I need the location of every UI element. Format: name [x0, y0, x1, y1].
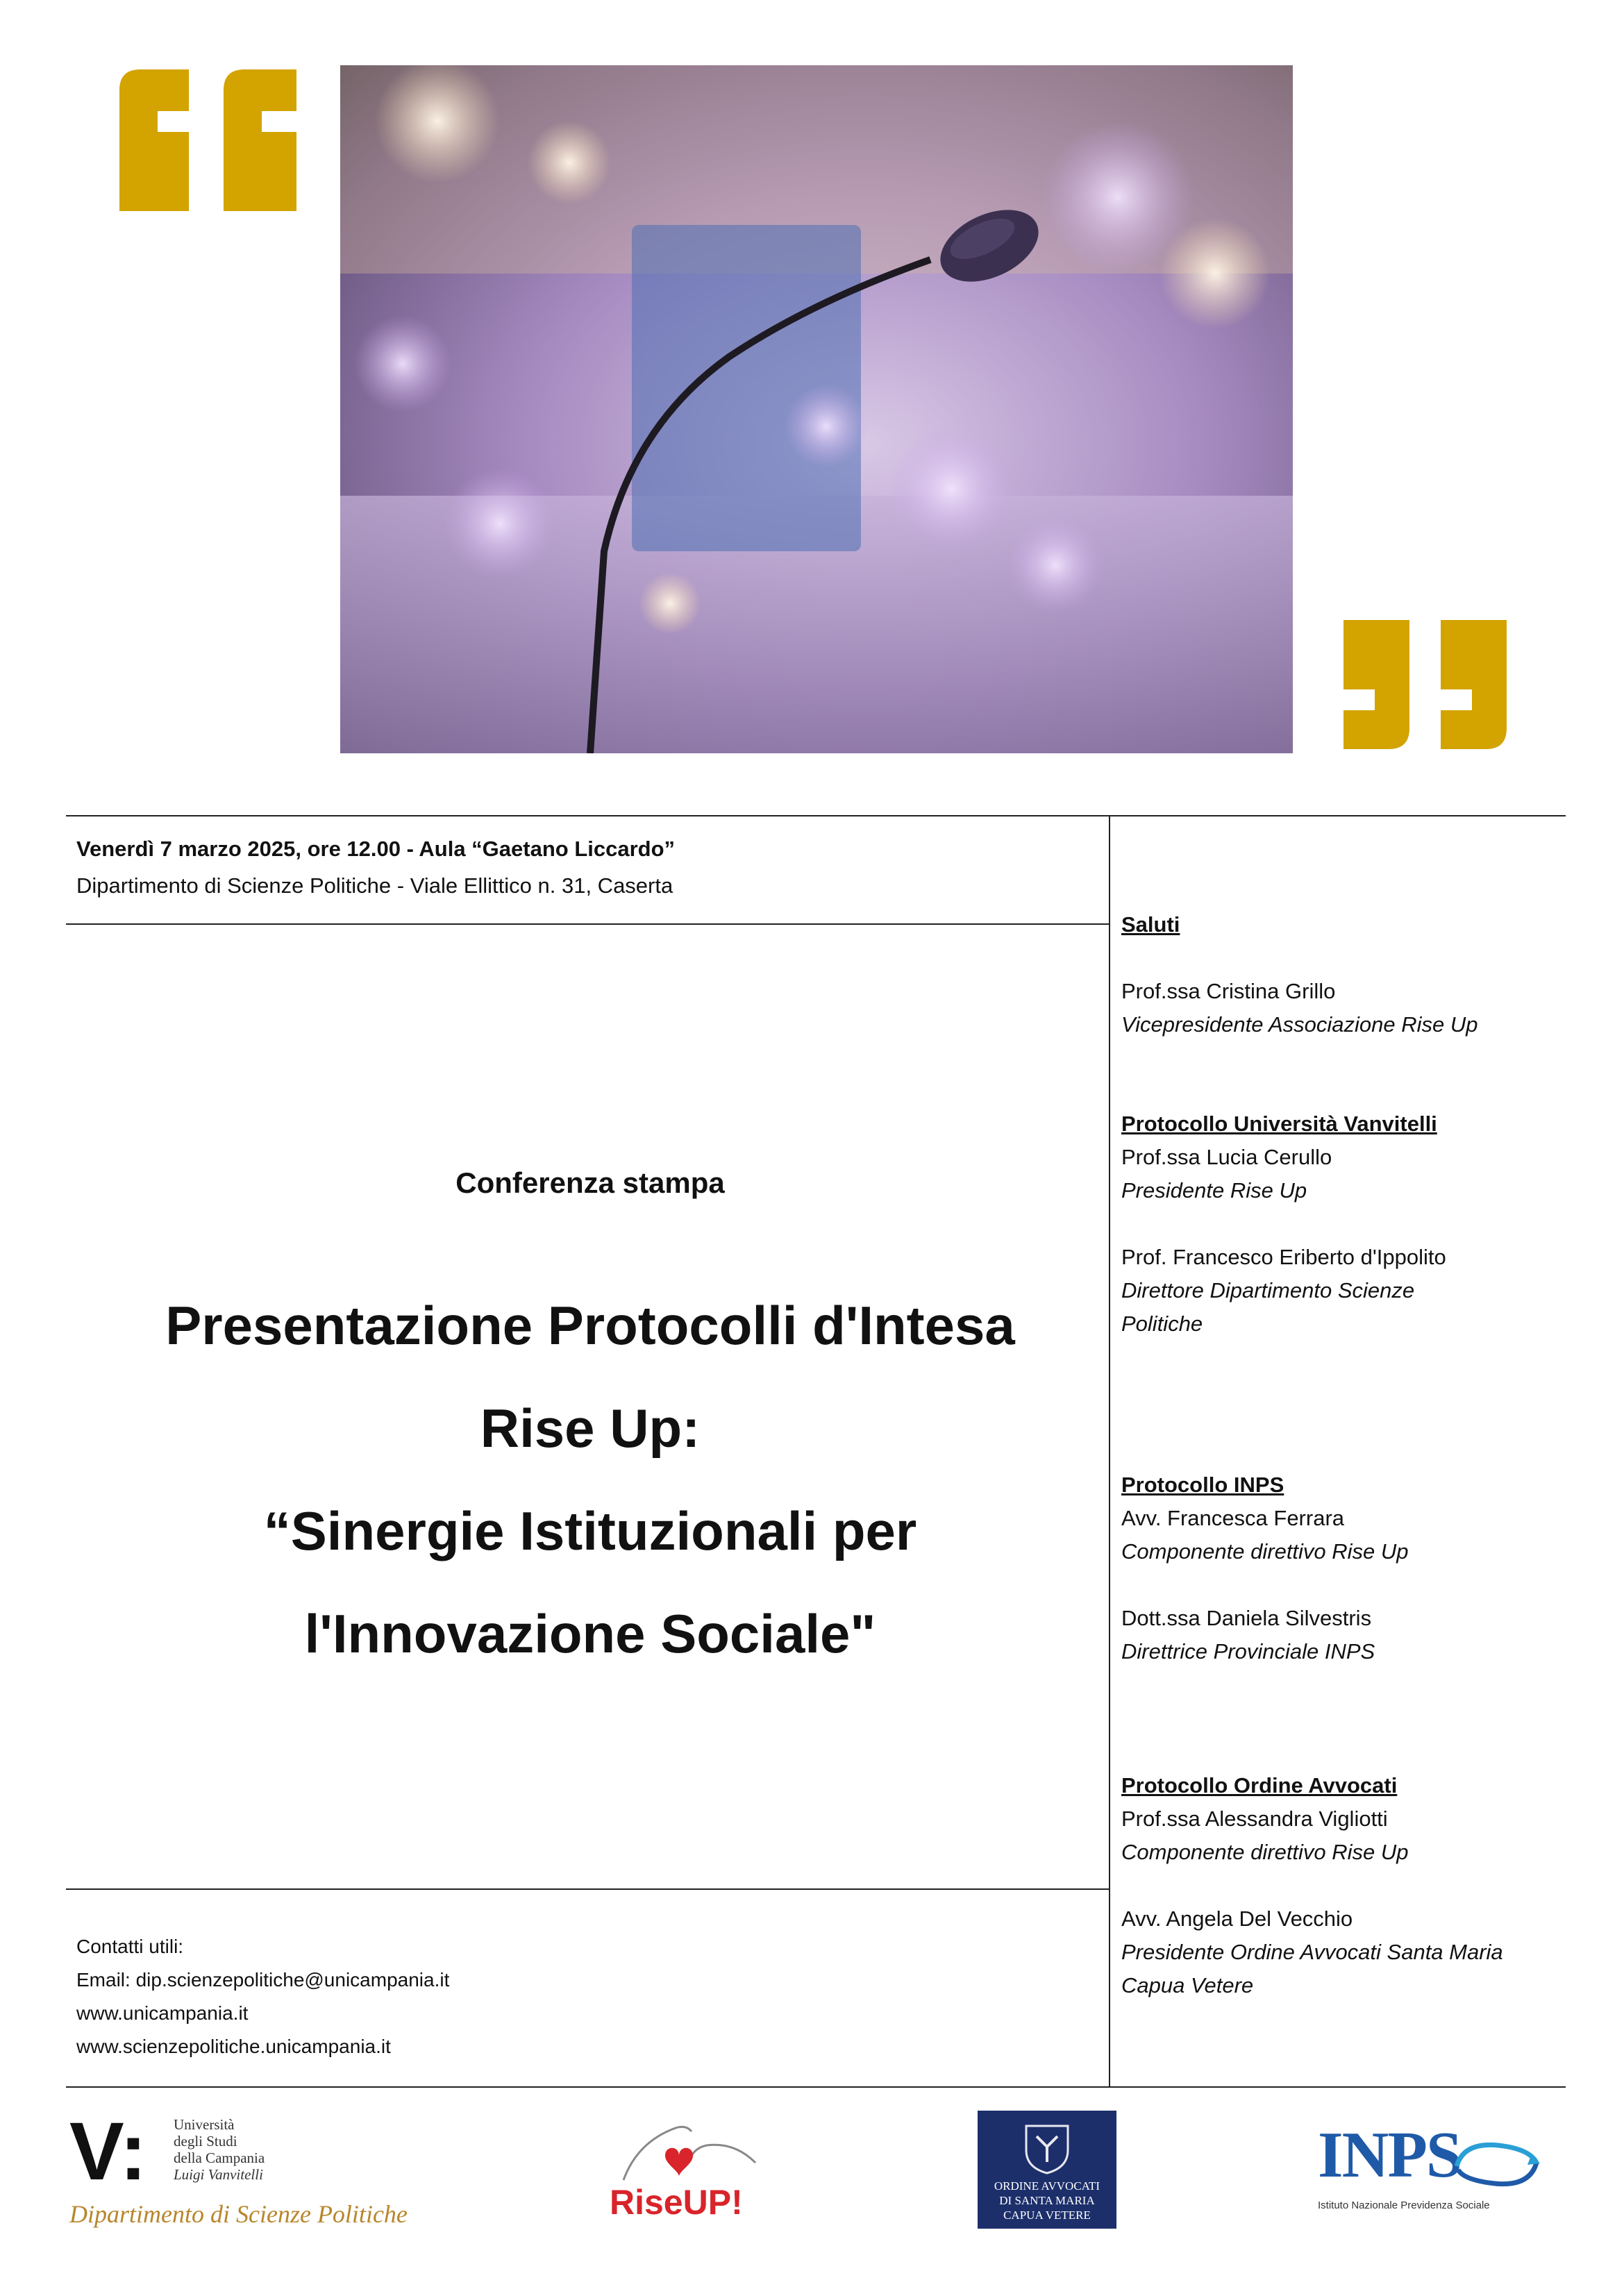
speaker-name: Dott.ssa Daniela Silvestris — [1121, 1606, 1372, 1630]
riseup-wordmark: RiseUP! — [610, 2183, 743, 2222]
section-heading: Protocollo Università Vanvitelli — [1121, 1112, 1437, 1136]
riseup-heart-hands-icon — [610, 2114, 769, 2190]
contacts-top-rule — [66, 1888, 1110, 1890]
vanvitelli-mark: V: — [69, 2106, 147, 2197]
section-heading: Protocollo INPS — [1121, 1473, 1284, 1497]
vanvitelli-line: Università — [174, 2116, 235, 2133]
speaker-name: Avv. Angela Del Vecchio — [1121, 1907, 1353, 1931]
section-heading: Saluti — [1121, 912, 1180, 937]
contact-website[interactable]: www.scienzepolitiche.unicampania.it — [76, 2036, 391, 2057]
logo-vanvitelli — [69, 2106, 430, 2236]
title-line: Rise Up: — [480, 1398, 701, 1459]
event-type: Conferenza stampa — [455, 1166, 725, 1199]
title-line: Presentazione Protocolli d'Intesa — [165, 1295, 1015, 1356]
title-line: “Sinergie Istituzionali per — [263, 1500, 917, 1561]
program-section-vanvitelli — [1121, 1107, 1552, 1341]
speaker-name: Avv. Francesca Ferrara — [1121, 1506, 1345, 1530]
event-date: Venerdì 7 marzo 2025, ore 12.00 - Aula “Gaetano Liccardo” — [76, 837, 676, 861]
speaker-role: Componente direttivo Rise Up — [1121, 1539, 1409, 1564]
title-line: l'Innovazione Sociale" — [304, 1603, 876, 1664]
speaker-name: Prof.ssa Lucia Cerullo — [1121, 1145, 1332, 1169]
speaker-role: Direttore Dipartimento Scienze Politiche — [1121, 1278, 1415, 1336]
event-title — [66, 1274, 1114, 1685]
inps-swirl-icon — [1450, 2138, 1543, 2190]
contact-website[interactable]: www.unicampania.it — [76, 2002, 249, 2024]
vanvitelli-line: degli Studi — [174, 2133, 237, 2150]
header-bottom-rule — [66, 923, 1110, 925]
logo-riseup — [610, 2114, 769, 2232]
speaker-role: Presidente Rise Up — [1121, 1178, 1307, 1203]
ordine-line: CAPUA VETERE — [1003, 2209, 1091, 2222]
ordine-crest-icon — [1023, 2119, 1071, 2175]
open-quote-icon — [119, 69, 296, 211]
speaker-name: Prof.ssa Cristina Grillo — [1121, 979, 1336, 1003]
speaker-name: Prof. Francesco Eriberto d'Ippolito — [1121, 1245, 1446, 1269]
logo-inps — [1318, 2118, 1547, 2222]
top-rule — [66, 815, 1566, 816]
vanvitelli-line: della Campania — [174, 2150, 265, 2166]
inps-subtitle: Istituto Nazionale Previdenza Sociale — [1318, 2199, 1490, 2211]
microphone-illustration — [340, 65, 1293, 753]
program-section-saluti — [1121, 908, 1559, 1041]
event-venue: Dipartimento di Scienze Politiche - Viale Ellittico n. 31, Caserta — [76, 873, 673, 898]
inps-wordmark: INPS — [1318, 2119, 1462, 2191]
speaker-role: Vicepresidente Associazione Rise Up — [1121, 1012, 1478, 1037]
conference-photo — [340, 65, 1293, 753]
logo-ordine-avvocati — [978, 2111, 1116, 2229]
ordine-text — [978, 2179, 1116, 2222]
section-heading: Protocollo Ordine Avvocati — [1121, 1773, 1398, 1798]
bottom-rule — [66, 2086, 1566, 2088]
speaker-name: Prof.ssa Alessandra Vigliotti — [1121, 1807, 1388, 1831]
program-section-inps — [1121, 1468, 1552, 1668]
ordine-line: DI SANTA MARIA — [999, 2194, 1095, 2207]
contacts-label: Contatti utili: — [76, 1936, 184, 1957]
program-section-avvocati — [1121, 1769, 1552, 2002]
vanvitelli-line: Luigi Vanvitelli — [174, 2166, 263, 2183]
speaker-role: Presidente Ordine Avvocati Santa Maria Capua Vetere — [1121, 1940, 1503, 1997]
contact-email[interactable]: Email: dip.scienzepolitiche@unicampania.it — [76, 1969, 450, 1991]
close-quote-icon — [1343, 620, 1507, 749]
vanvitelli-text — [174, 2116, 265, 2183]
speaker-role: Direttrice Provinciale INPS — [1121, 1639, 1375, 1664]
ordine-line: ORDINE AVVOCATI — [994, 2179, 1100, 2193]
speaker-role: Componente direttivo Rise Up — [1121, 1840, 1409, 1864]
contacts — [76, 1930, 449, 2063]
vanvitelli-dept: Dipartimento di Scienze Politiche — [69, 2200, 408, 2228]
